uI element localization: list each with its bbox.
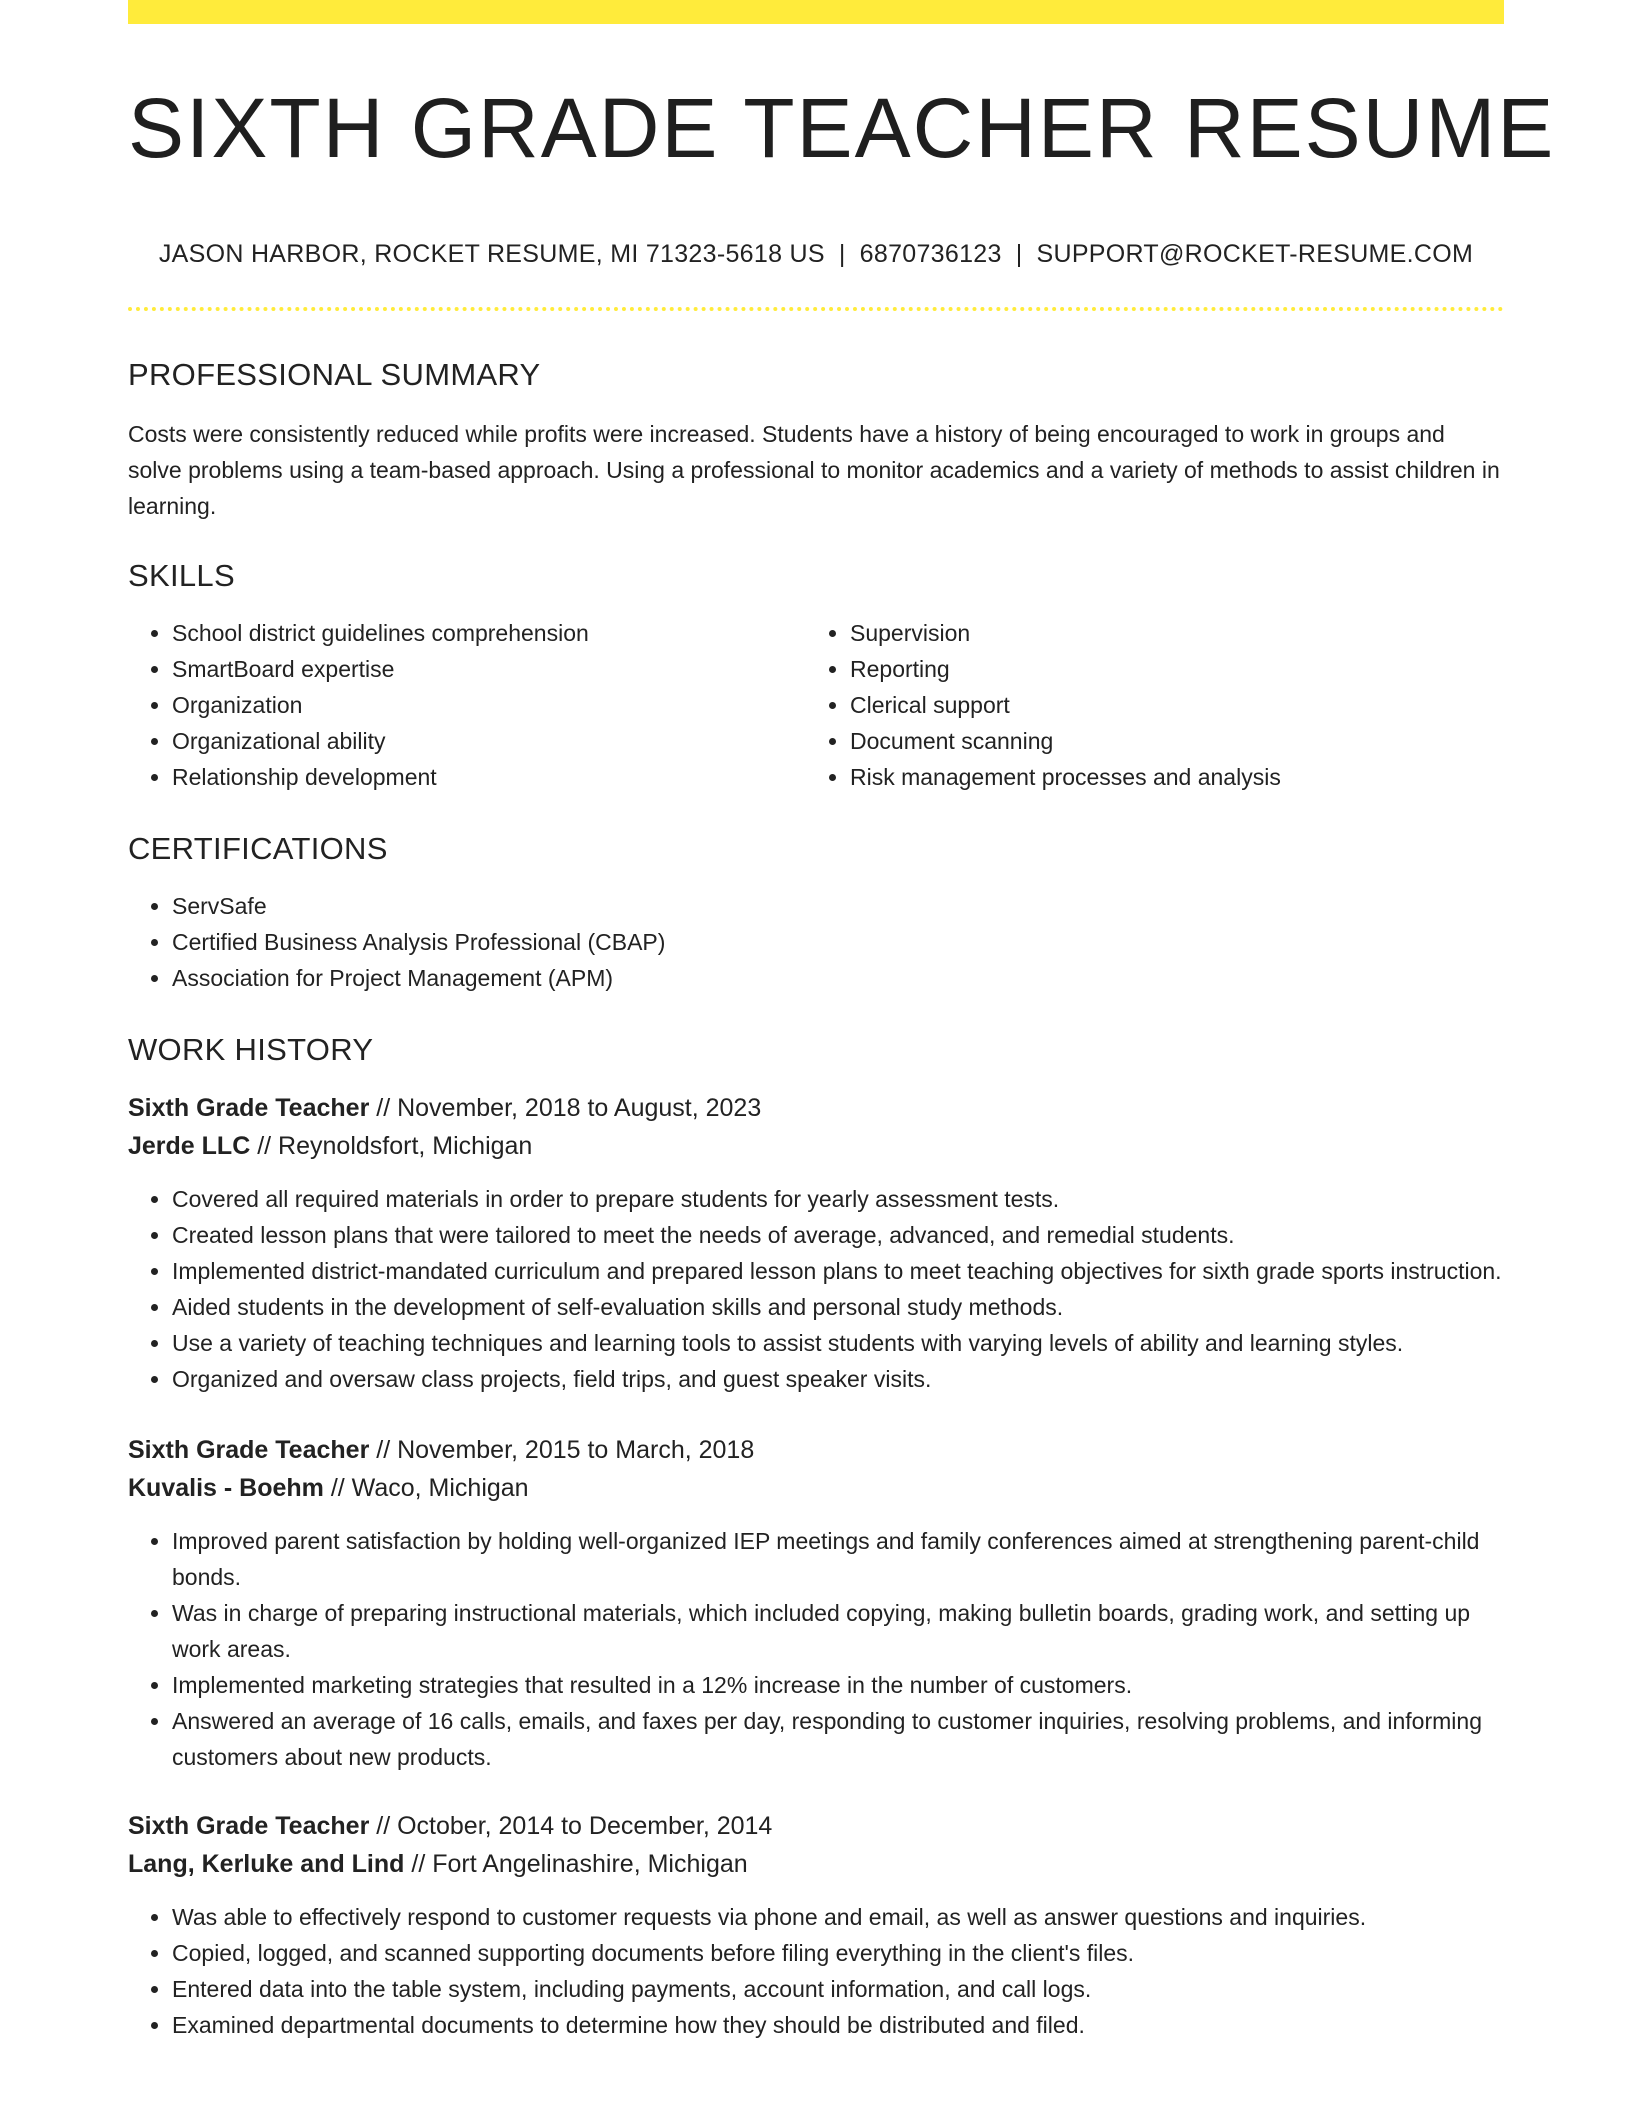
- resume-page: [128, 0, 1556, 2043]
- top-accent-bar: [128, 0, 1504, 24]
- job-company-line: [128, 1127, 1504, 1165]
- certification-item: • Association for Project Management (APM): [172, 960, 1504, 996]
- job-company-line: [128, 1845, 1504, 1883]
- job-bullets: [128, 1899, 1504, 2043]
- job-bullet: • Use a variety of teaching techniques and learning tools to assist students with varying levels of ability and learning styles.: [172, 1325, 1504, 1361]
- job-dates: // October, 2014 to December, 2014: [376, 1812, 773, 1840]
- job-entry: [128, 1807, 1504, 2043]
- job-title: Sixth Grade Teacher: [128, 1094, 370, 1122]
- summary-heading: PROFESSIONAL SUMMARY: [128, 357, 541, 392]
- job-title: Sixth Grade Teacher: [128, 1436, 370, 1464]
- job-bullet: • Answered an average of 16 calls, emails, and faxes per day, responding to customer inquiries, resolving problems, and informing customers about new products.: [172, 1703, 1504, 1775]
- job-bullet: • Examined departmental documents to determine how they should be distributed and filed.: [172, 2007, 1504, 2043]
- job-title-line: [128, 1431, 1504, 1469]
- job-bullet: • Implemented district-mandated curriculum and prepared lesson plans to meet teaching objectives for sixth grade sports instruction.: [172, 1253, 1504, 1289]
- job-bullet: • Improved parent satisfaction by holding well-organized IEP meetings and family conferences aimed at strengthening parent-child bonds.: [172, 1523, 1504, 1595]
- job-entry: [128, 1089, 1504, 1397]
- certifications-heading: CERTIFICATIONS: [128, 831, 388, 866]
- skill-item: • Supervision: [850, 615, 1484, 651]
- skill-item: • Reporting: [850, 651, 1484, 687]
- certification-item: • ServSafe: [172, 888, 1504, 924]
- job-bullet: • Created lesson plans that were tailored to meet the needs of average, advanced, and remedial students.: [172, 1217, 1504, 1253]
- job-bullet: • Was in charge of preparing instructional materials, which included copying, making bulletin boards, grading work, and setting up work areas.: [172, 1595, 1504, 1667]
- job-bullet: • Covered all required materials in order to prepare students for yearly assessment tests.: [172, 1181, 1504, 1217]
- skill-item: • Organization: [172, 687, 806, 723]
- certification-item: • Certified Business Analysis Professional (CBAP): [172, 924, 1504, 960]
- job-company: Jerde LLC: [128, 1132, 251, 1160]
- job-location: // Reynoldsfort, Michigan: [257, 1132, 533, 1160]
- job-bullets: [128, 1523, 1504, 1775]
- contact-email: SUPPORT@ROCKET-RESUME.COM: [1036, 240, 1474, 268]
- contact-address: JASON HARBOR, ROCKET RESUME, MI 71323-5618 US: [158, 240, 825, 268]
- job-bullet: • Copied, logged, and scanned supporting documents before filing everything in the client's files.: [172, 1935, 1504, 1971]
- skill-item: • Relationship development: [172, 759, 806, 795]
- job-title-line: [128, 1089, 1504, 1127]
- certifications-list: [128, 888, 1504, 996]
- summary-section: [128, 359, 1504, 524]
- skills-list-right: [806, 615, 1484, 795]
- job-entry: [128, 1431, 1504, 1775]
- job-company: Lang, Kerluke and Lind: [128, 1850, 405, 1878]
- skill-item: • School district guidelines comprehension: [172, 615, 806, 651]
- certifications-section: [128, 833, 1504, 996]
- job-title: Sixth Grade Teacher: [128, 1812, 370, 1840]
- job-bullets: [128, 1181, 1504, 1397]
- skill-item: • Clerical support: [850, 687, 1484, 723]
- job-bullet: • Entered data into the table system, including payments, account information, and call logs.: [172, 1971, 1504, 2007]
- job-company: Kuvalis - Boehm: [128, 1474, 324, 1502]
- job-bullet: • Aided students in the development of self-evaluation skills and personal study methods.: [172, 1289, 1504, 1325]
- skills-list-left: [128, 615, 806, 795]
- job-company-line: [128, 1469, 1504, 1507]
- skills-columns: [128, 615, 1504, 795]
- work-history-section: [128, 1034, 1504, 2043]
- contact-separator: |: [838, 240, 846, 268]
- skill-item: • SmartBoard expertise: [172, 651, 806, 687]
- job-bullet: • Was able to effectively respond to customer requests via phone and email, as well as answer questions and inquiries.: [172, 1899, 1504, 1935]
- resume-title: SIXTH GRADE TEACHER RESUME: [128, 81, 1556, 175]
- skills-heading: SKILLS: [128, 558, 235, 593]
- job-bullet: • Organized and oversaw class projects, field trips, and guest speaker visits.: [172, 1361, 1504, 1397]
- summary-text: Costs were consistently reduced while profits were increased. Students have a history of being encouraged to work in groups and solve problems using a team-based approach. Using a professional to monitor academics and a variety of methods to assist children in learning.: [128, 421, 1500, 519]
- contact-phone: 6870736123: [859, 240, 1002, 268]
- work-history-heading: WORK HISTORY: [128, 1032, 374, 1067]
- dotted-divider: [128, 307, 1504, 311]
- skill-item: • Organizational ability: [172, 723, 806, 759]
- contact-separator: |: [1015, 240, 1023, 268]
- contact-line: [128, 240, 1504, 269]
- job-location: // Fort Angelinashire, Michigan: [411, 1850, 748, 1878]
- job-dates: // November, 2015 to March, 2018: [376, 1436, 755, 1464]
- skill-item: • Risk management processes and analysis: [850, 759, 1484, 795]
- job-location: // Waco, Michigan: [330, 1474, 529, 1502]
- skills-section: [128, 560, 1504, 795]
- job-bullet: • Implemented marketing strategies that resulted in a 12% increase in the number of customers.: [172, 1667, 1504, 1703]
- job-dates: // November, 2018 to August, 2023: [376, 1094, 762, 1122]
- job-title-line: [128, 1807, 1504, 1845]
- skill-item: • Document scanning: [850, 723, 1484, 759]
